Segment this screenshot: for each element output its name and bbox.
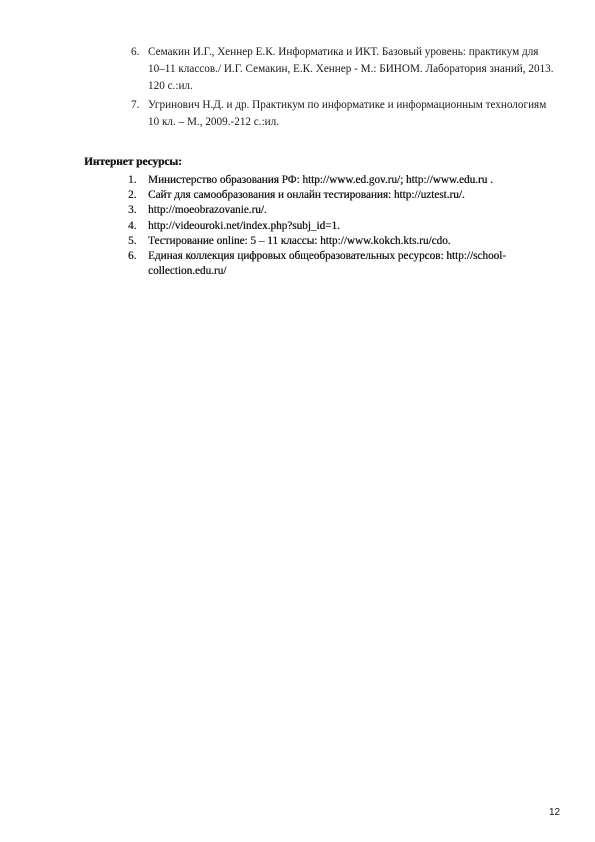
resource-number: 5. [128, 234, 137, 247]
reference-text: Угринович Н.Д. и др. Практикум по информатике и информационным технологиям 10 кл. – М., 2009.-212 с.:ил. [148, 99, 547, 128]
resource-item [128, 203, 548, 218]
reference-number: 6. [131, 46, 140, 58]
resource-number: 1. [128, 174, 137, 186]
resource-number: 2. [128, 189, 137, 202]
internet-resources-heading: Интернет ресурсы: [84, 156, 182, 168]
resource-item [128, 188, 548, 203]
reference-text: Семакин И.Г., Хеннер Е.К. Информатика и ИКТ. Базовый уровень: практикум для 10–11 классов./ И.Г. Семакин, Е.К. Хеннер - М.: БИНОМ. Лаборатория знаний, 2013. 120 с.:ил. [148, 46, 554, 92]
resource-item [128, 234, 548, 249]
reference-item [115, 44, 555, 95]
resource-number: 3. [128, 204, 137, 217]
internet-resources-list [128, 173, 548, 279]
resource-text: http://moeobrazovanie.ru/. [148, 204, 267, 217]
resource-text: Единая коллекция цифровых общеобразовательных ресурсов: http://school-collection.edu.ru/ [148, 250, 506, 278]
resource-item [128, 219, 548, 234]
reference-item [115, 97, 555, 131]
reference-number: 7. [131, 99, 140, 111]
resource-item [128, 249, 548, 279]
resource-item [128, 173, 548, 188]
page-number: 12 [549, 807, 561, 818]
resource-text: Министерство образования РФ: http://www.ed.gov.ru/; http://www.edu.ru . [148, 174, 493, 186]
resource-text: http://videouroki.net/index.php?subj_id=1. [148, 219, 340, 232]
reference-list [115, 44, 555, 133]
resource-number: 6. [128, 250, 137, 263]
resource-text: Сайт для самообразования и онлайн тестирования: http://uztest.ru/. [148, 189, 465, 202]
resource-number: 4. [128, 219, 137, 232]
resource-text: Тестирование online: 5 – 11 классы: http://www.kokch.kts.ru/cdo. [148, 234, 451, 247]
